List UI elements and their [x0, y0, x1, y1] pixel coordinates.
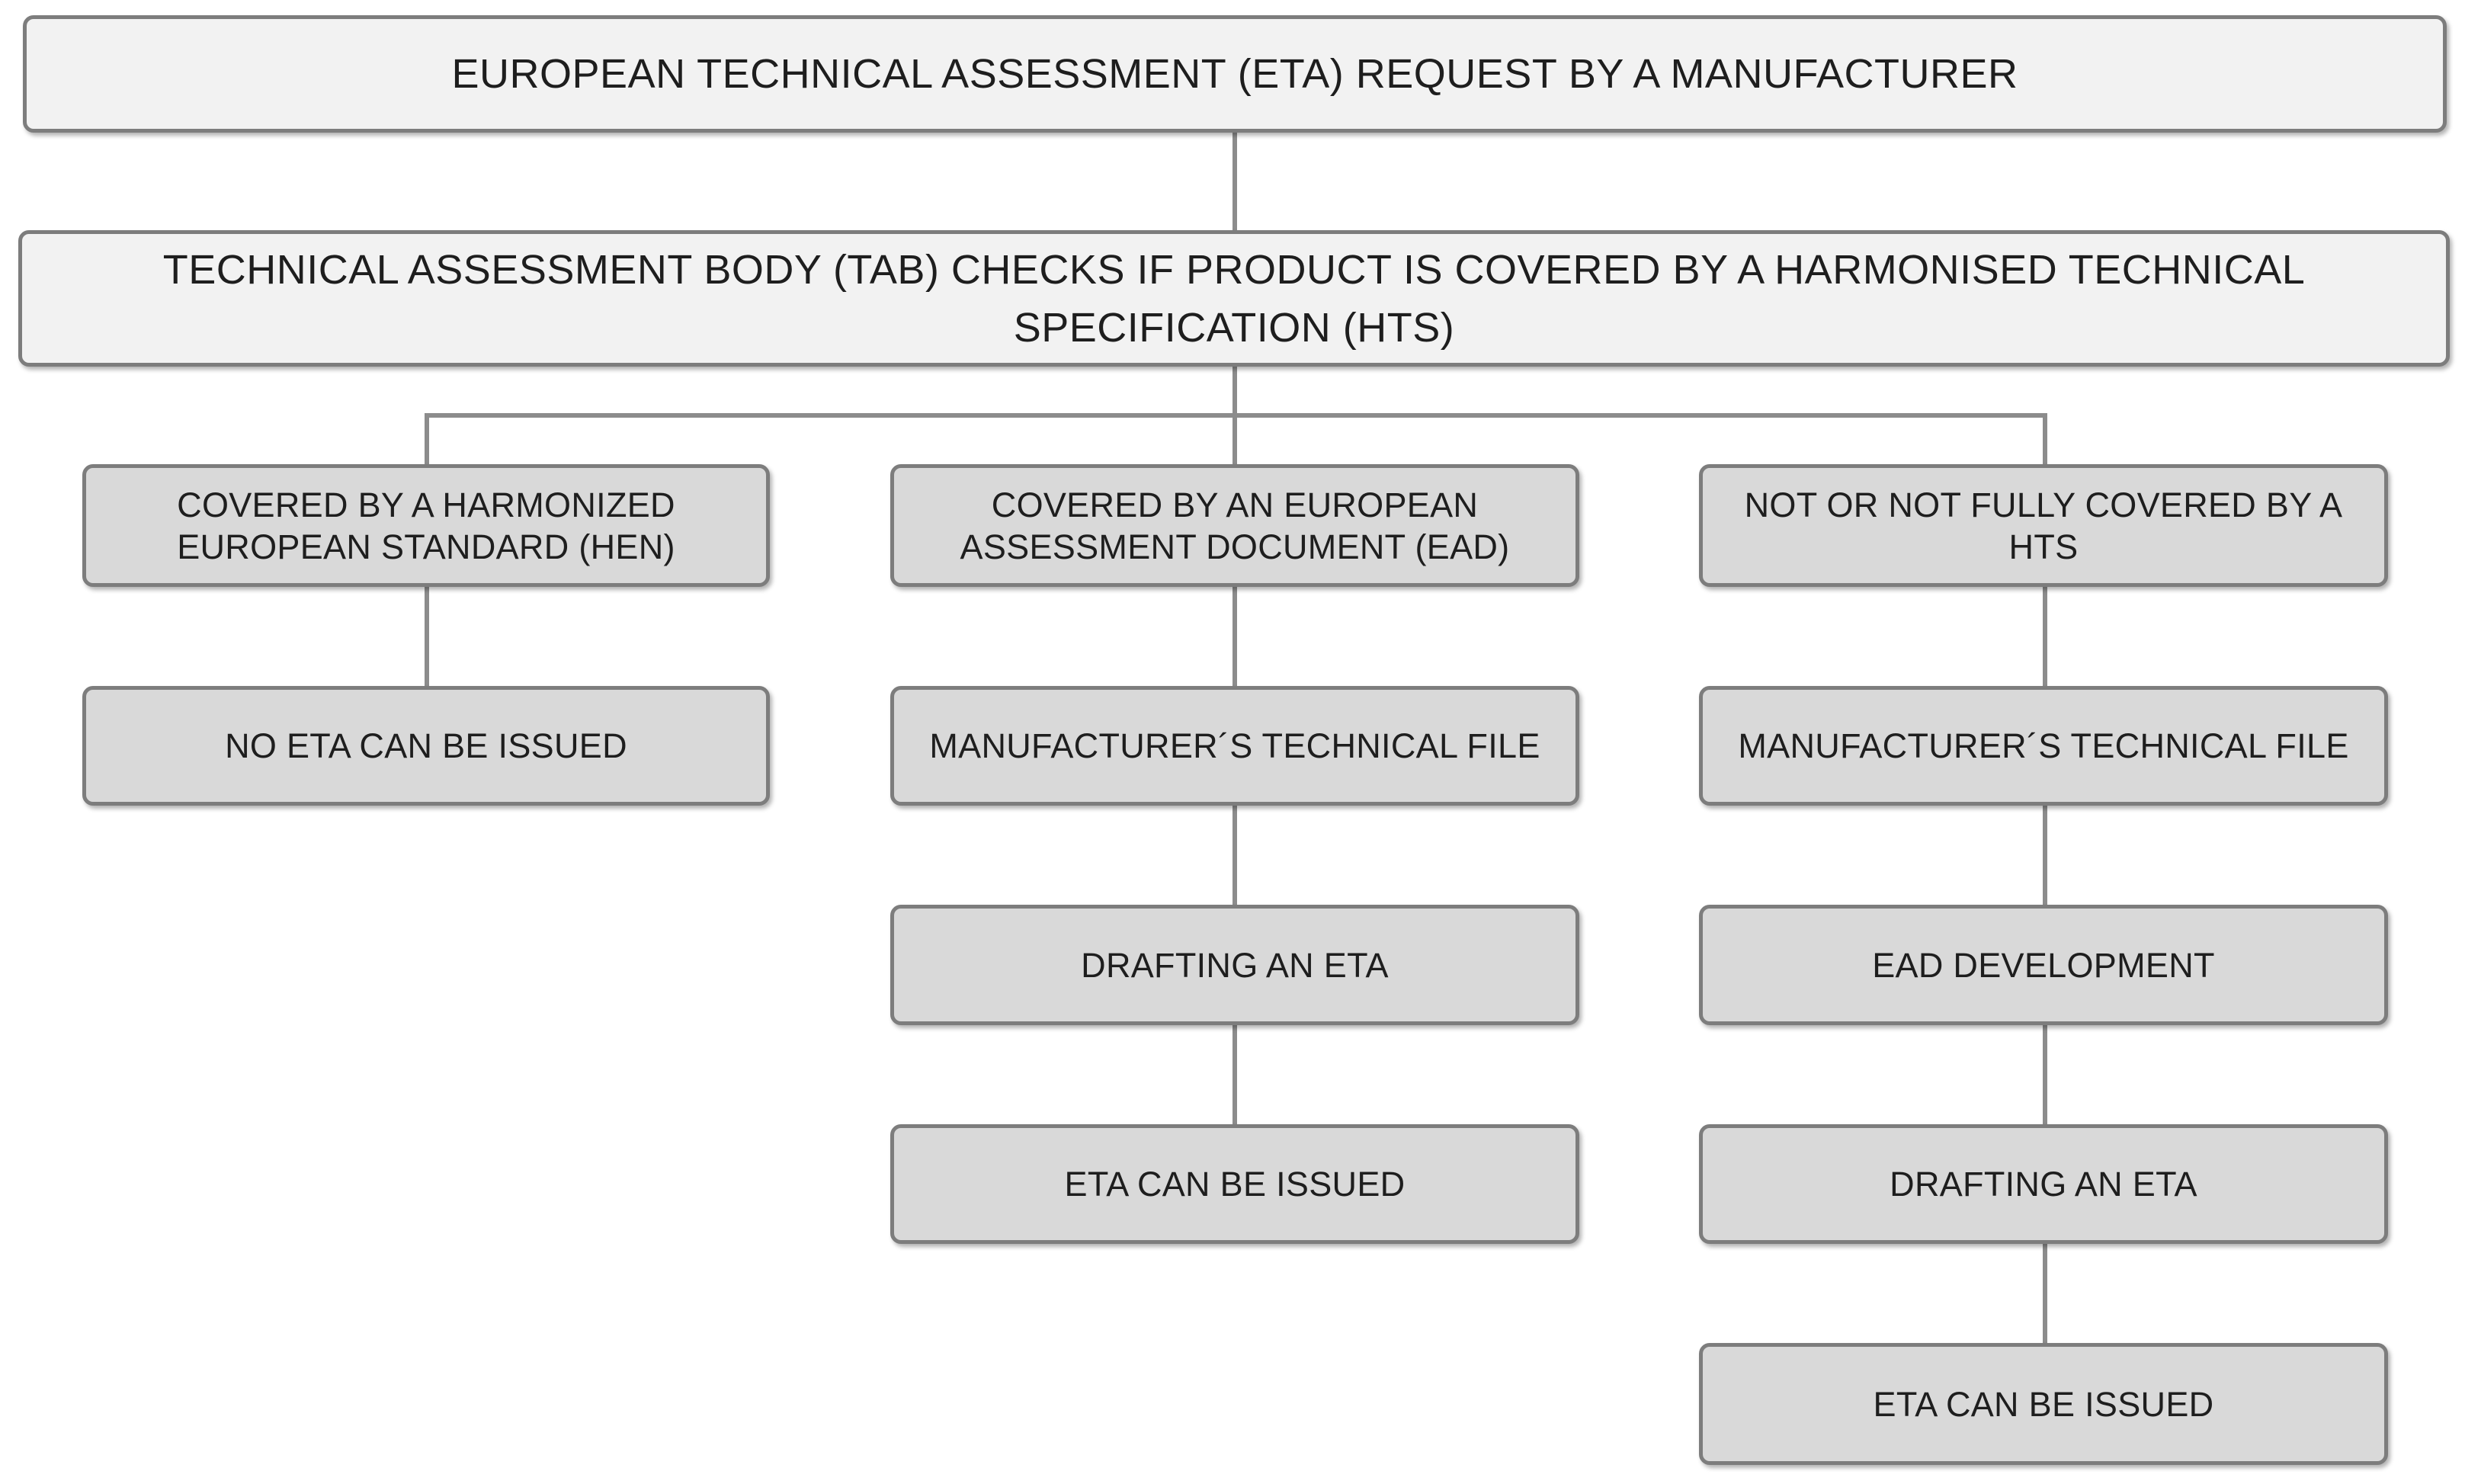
branch-hts-step-drafting-box [1699, 1124, 2388, 1244]
branch-hts-step-3-label: DRAFTING AN ETA [1890, 1165, 2197, 1204]
eta-request-label: EUROPEAN TECHNICAL ASSESSMENT (ETA) REQUEST BY A MANUFACTURER [451, 51, 2018, 97]
branch-hen-condition-label: COVERED BY A HARMONIZED EUROPEAN STANDARD (HEN) [177, 485, 675, 566]
connector-horizontal-split [425, 413, 2047, 418]
branch-hts-step-1-label: MANUFACTURER´S TECHNICAL FILE [1738, 726, 2349, 765]
branch-hts-step-4-label: ETA CAN BE ISSUED [1873, 1384, 2214, 1424]
branch-ead-step-technical-file-box [890, 686, 1579, 806]
tab-check-box [18, 230, 2450, 367]
branch-ead-step-3-label: ETA CAN BE ISSUED [1064, 1165, 1406, 1204]
branch-ead-condition-box [890, 464, 1579, 587]
branch-hts-step-ead-development-box [1699, 905, 2388, 1025]
connector-branch-2-step-2 [1232, 806, 1237, 905]
connector-split-to-branch-1 [425, 413, 429, 464]
branch-ead-step-1-label: MANUFACTURER´S TECHNICAL FILE [929, 726, 1540, 765]
connector-branch-3-step-1 [2043, 587, 2047, 686]
eta-request-box [23, 15, 2447, 133]
connector-request-to-tab [1232, 133, 1237, 230]
branch-hen-condition-box [82, 464, 770, 587]
branch-hts-step-issued-box [1699, 1343, 2388, 1465]
branch-hts-step-technical-file-box [1699, 686, 2388, 806]
tab-check-label: TECHNICAL ASSESSMENT BODY (TAB) CHECKS IF PRODUCT IS COVERED BY A HARMONISED TECHNICAL SPECIFICATION (HTS) [162, 246, 2306, 351]
branch-hen-step-no-eta-box [82, 686, 770, 806]
branch-ead-step-2-label: DRAFTING AN ETA [1081, 945, 1389, 985]
branch-ead-step-drafting-box [890, 905, 1579, 1025]
connector-branch-2-step-1 [1232, 587, 1237, 686]
branch-hen-step-label: NO ETA CAN BE ISSUED [225, 726, 627, 765]
branch-hts-step-2-label: EAD DEVELOPMENT [1872, 945, 2215, 985]
connector-branch-3-step-4 [2043, 1244, 2047, 1343]
connector-branch-1-step-1 [425, 587, 429, 686]
connector-branch-3-step-2 [2043, 806, 2047, 905]
connector-split-to-branch-3 [2043, 413, 2047, 464]
branch-ead-step-issued-box [890, 1124, 1579, 1244]
branch-ead-condition-label: COVERED BY AN EUROPEAN ASSESSMENT DOCUMENT (EAD) [960, 485, 1510, 566]
branch-hts-condition-label: NOT OR NOT FULLY COVERED BY A HTS [1744, 485, 2343, 566]
connector-branch-2-step-3 [1232, 1025, 1237, 1124]
connector-branch-3-step-3 [2043, 1025, 2047, 1124]
branch-hts-condition-box [1699, 464, 2388, 587]
